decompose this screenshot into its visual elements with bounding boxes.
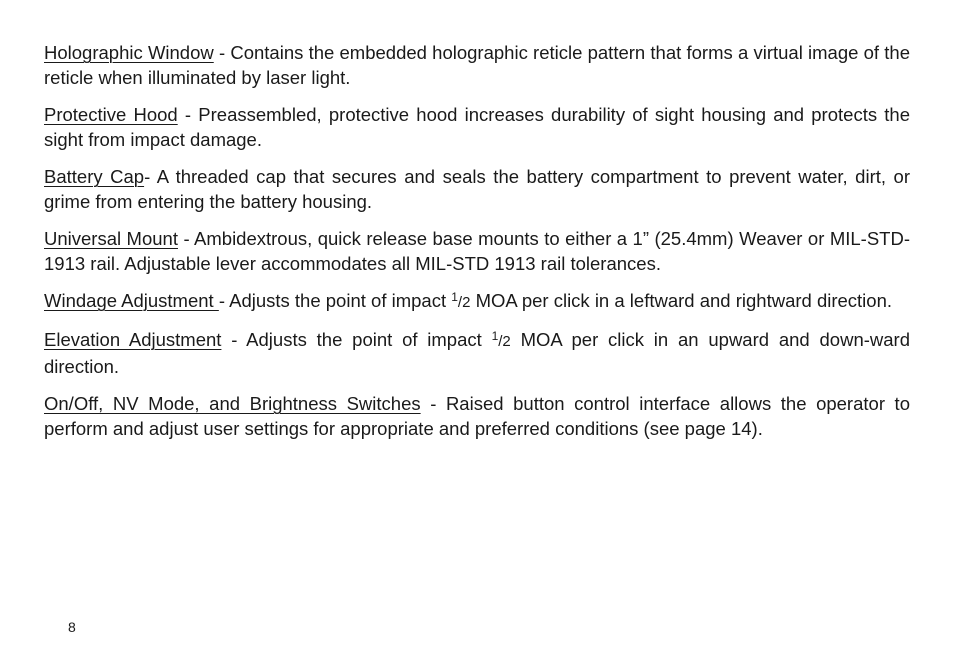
term-windage-adjustment: Windage Adjustment	[44, 290, 219, 311]
fraction-denominator: /2	[457, 294, 471, 311]
description-protective-hood: - Preassembled, protective hood increases durability of sight housing and protects the sight from impact damage.	[44, 104, 911, 150]
entry-universal-mount	[44, 226, 910, 276]
fraction-numerator: 1	[491, 329, 499, 343]
term-protective-hood: Protective Hood	[44, 104, 178, 125]
entry-battery-cap	[44, 164, 910, 214]
fraction-numerator: 1	[451, 290, 458, 304]
description-windage-after: MOA per click in a leftward and rightward direction.	[470, 290, 893, 311]
fraction-half	[451, 290, 471, 311]
entry-switches	[44, 391, 910, 441]
term-holographic-window: Holographic Window	[44, 42, 214, 63]
term-universal-mount: Universal Mount	[44, 228, 178, 249]
description-universal-mount: - Ambidextrous, quick release base mounts to either a 1” (25.4mm) Weaver or MIL-STD-1913 rail. Adjustable lever accommodates all MIL-STD 1913 rail tolerances.	[44, 228, 910, 274]
description-switches: - Raised button control interface allows the operator to perform and adjust user settings for appropriate and preferred conditions (see page 14).	[44, 393, 910, 439]
entry-protective-hood	[44, 102, 910, 152]
fraction-denominator: /2	[498, 333, 511, 350]
entry-windage-adjustment	[44, 288, 910, 315]
description-elevation-after: MOA per click in an upward and down-ward direction.	[44, 329, 910, 377]
description-windage-before: - Adjusts the point of impact	[218, 290, 452, 311]
term-battery-cap: Battery Cap	[44, 166, 145, 187]
entry-elevation-adjustment	[44, 327, 910, 379]
description-holographic-window: - Contains the embedded holographic reticle pattern that forms a virtual image of the reticle when illuminated by laser light.	[44, 42, 910, 88]
description-elevation-before: - Adjusts the point of impact	[221, 329, 492, 350]
fraction-half	[491, 329, 511, 350]
term-elevation-adjustment: Elevation Adjustment	[44, 329, 222, 350]
term-switches: On/Off, NV Mode, and Brightness Switches	[44, 393, 421, 414]
document-body	[44, 40, 910, 453]
page-number: 8	[68, 619, 76, 635]
entry-holographic-window	[44, 40, 910, 90]
description-battery-cap: - A threaded cap that secures and seals the battery compartment to prevent water, dirt, or grime from entering the battery housing.	[44, 166, 910, 212]
